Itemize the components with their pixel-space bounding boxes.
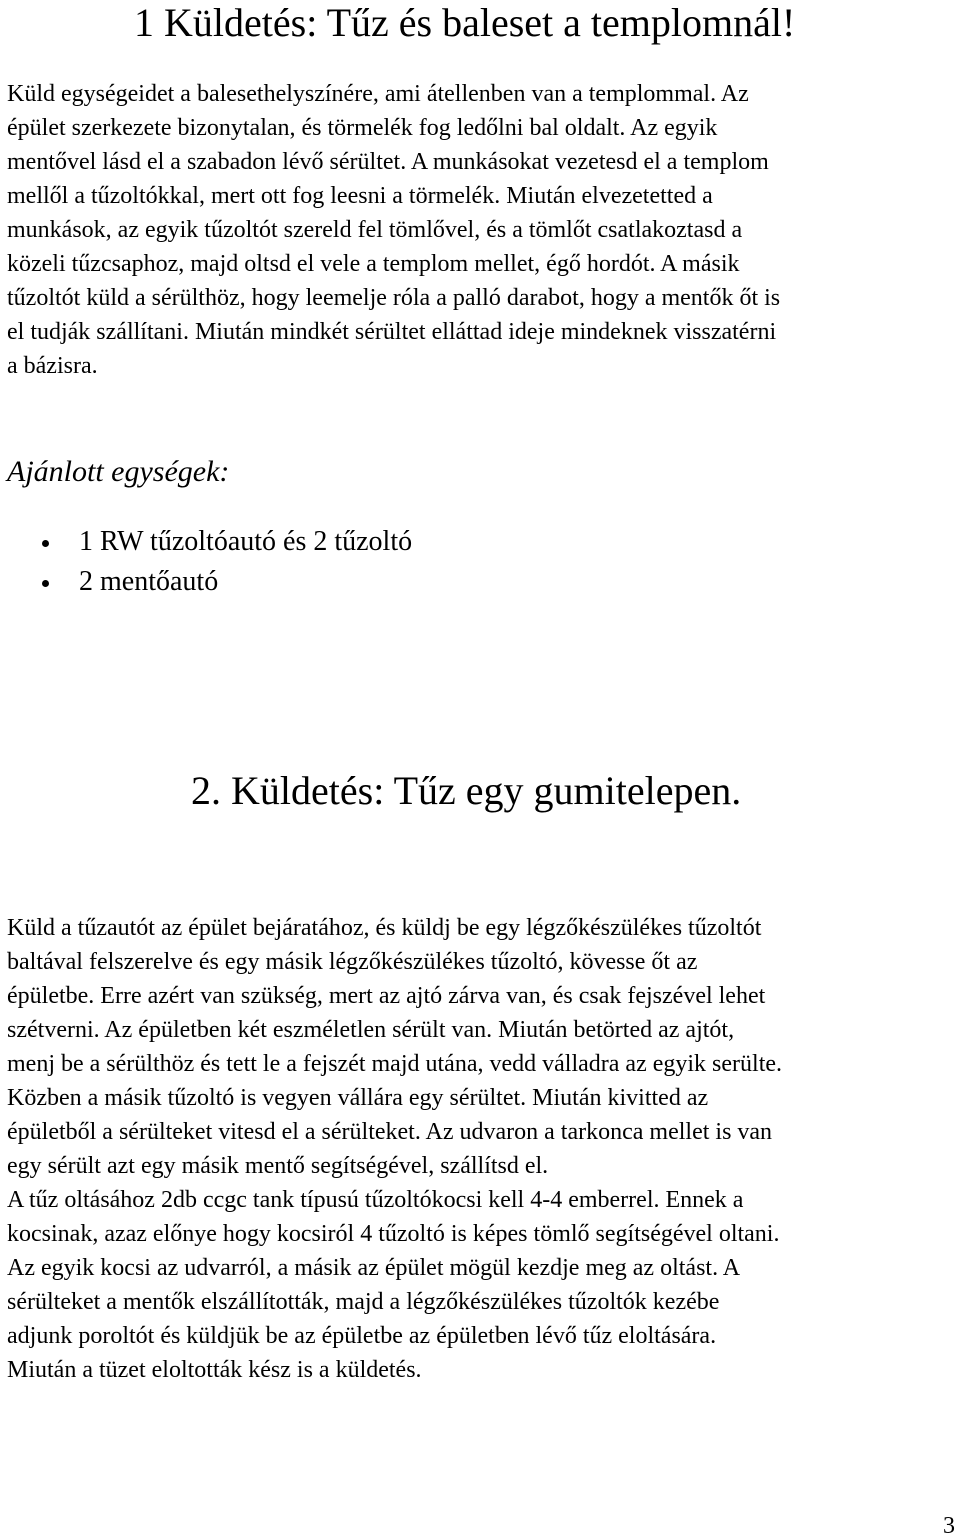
list-item-text: 1 RW tűzoltóautó és 2 tűzoltó — [79, 526, 413, 557]
text-line: mellől a tűzoltókkal, mert ott fog leesni a törmelék. Miután elvezetetted a — [7, 183, 713, 209]
text-line: egy sérült azt egy másik mentő segítségével, szállítsd el. — [7, 1153, 549, 1179]
text-line: baltával felszerelve és egy másik légzőkészülékes tűzoltó, kövesse őt az — [7, 949, 698, 975]
recommended-units-list — [0, 522, 412, 602]
text-line: mentővel lásd el a szabadon lévő sérültet. A munkásokat vezetesd el a templom — [7, 149, 769, 175]
text-line: sérülteket a mentők elszállították, majd a légzőkészülékes tűzoltók kezébe — [7, 1289, 720, 1315]
text-line: Küld egységeidet a balesethelyszínére, ami átellenben van a templommal. Az — [7, 81, 749, 107]
text-line: Küld a tűzautót az épület bejáratához, és küldj be egy légzőkészülékes tűzoltót — [7, 915, 762, 941]
mission-1-description — [7, 77, 780, 383]
list-item-text: 2 mentőautó — [79, 566, 219, 597]
text-line: munkások, az egyik tűzoltót szereld fel tömlővel, és a tömlőt csatlakoztasd a — [7, 217, 743, 243]
text-line: el tudják szállítani. Miután mindkét sérültet elláttad ideje mindeknek visszatérni — [7, 319, 777, 345]
text-line: tűzoltót küld a sérülthöz, hogy leemelje róla a palló darabot, hogy a mentők őt is — [7, 285, 781, 311]
bullet-icon — [42, 580, 49, 587]
recommended-units-heading: Ajánlott egységek: — [7, 455, 230, 488]
mission-2-description — [7, 911, 782, 1183]
mission-2-extinguishing-description — [7, 1183, 779, 1387]
text-line: kocsinak, azaz előnye hogy kocsiról 4 tűzoltó is képes tömlő segítségével oltani. — [7, 1221, 780, 1247]
list-item — [0, 522, 412, 562]
text-line: szétverni. Az épületben két eszméletlen sérült van. Miután betörted az ajtót, — [7, 1017, 735, 1043]
bullet-icon — [42, 540, 49, 547]
text-line: a bázisra. — [7, 353, 98, 379]
text-line: Az egyik kocsi az udvarról, a másik az épület mögül kezdje meg az oltást. A — [7, 1255, 741, 1281]
text-line: adjunk poroltót és küldjük be az épületbe az épületben lévő tűz eloltására. — [7, 1323, 717, 1349]
mission-2-title: 2. Küldetés: Tűz egy gumitelepen. — [191, 768, 742, 813]
text-line: épületből a sérülteket vitesd el a sérülteket. Az udvaron a tarkonca mellet is van — [7, 1119, 773, 1145]
text-line: Miután a tüzet eloltották kész is a küldetés. — [7, 1357, 422, 1383]
text-line: közeli tűzcsaphoz, majd oltsd el vele a templom mellet, égő hordót. A másik — [7, 251, 740, 277]
list-item — [0, 562, 412, 602]
text-line: épületbe. Erre azért van szükség, mert az ajtó zárva van, és csak fejszével lehet — [7, 983, 766, 1009]
text-line: Közben a másik tűzoltó is vegyen vállára egy sérültet. Miután kivitted az — [7, 1085, 709, 1111]
text-line: épület szerkezete bizonytalan, és törmelék fog ledőlni bal oldalt. Az egyik — [7, 115, 718, 141]
mission-1-title: 1 Küldetés: Tűz és baleset a templomnál! — [134, 0, 796, 45]
text-line: A tűz oltásához 2db ccgc tank típusú tűzoltókocsi kell 4-4 emberrel. Ennek a — [7, 1187, 744, 1213]
text-line: menj be a sérülthöz és tett le a fejszét majd utána, vedd válladra az egyik serülte. — [7, 1051, 783, 1077]
page-number: 3 — [943, 1513, 955, 1539]
